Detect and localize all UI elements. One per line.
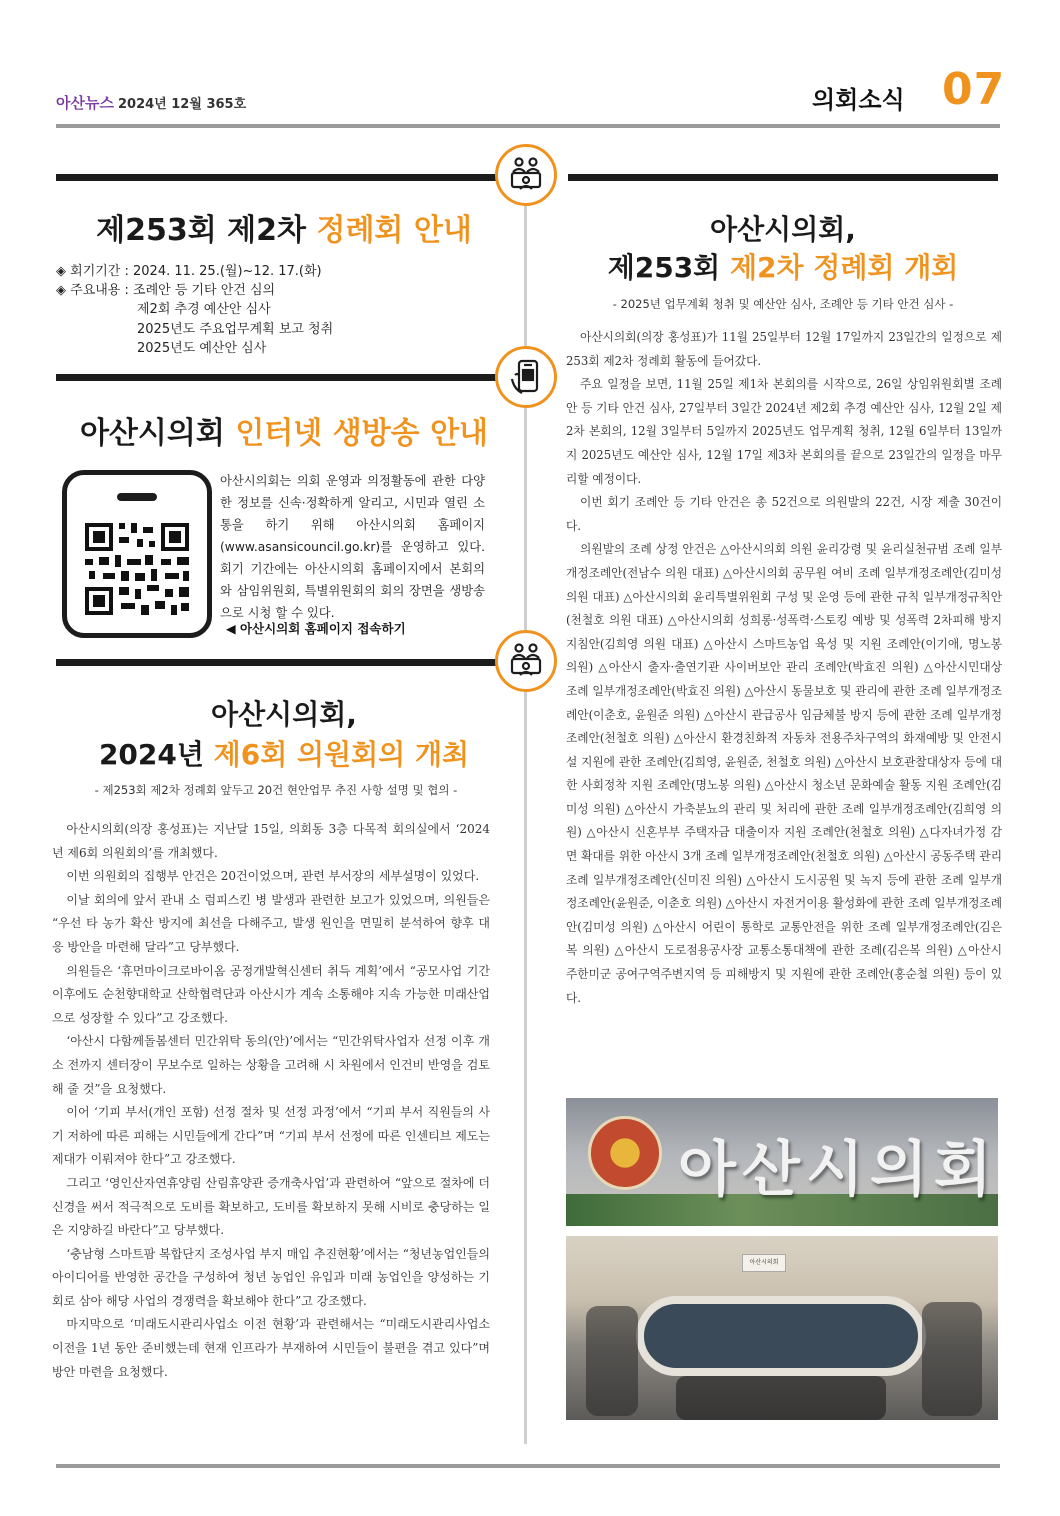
meeting-icon (495, 630, 557, 692)
session-content-item: 제2회 추경 예산안 심사 (137, 302, 271, 317)
session-period: ◈ 회기기간 : 2024. 11. 25.(월)~12. 17.(화) (56, 264, 322, 279)
article-paragraph: 이날 회의에 앞서 관내 소 럼피스킨 병 발생과 관련한 보고가 있었으며, 의원들은 “우선 타 농가 확산 방지에 최선을 다해주고, 발생 원인을 면밀히 분석하여 향후 대응 방안을 마련해 달라”고 당부했다. (52, 892, 490, 954)
article-paragraph: 주요 일정을 보면, 11월 25일 제1차 본회의를 시작으로, 26일 상임위원회별 조례안 등 기타 안건 심사, 27일부터 3일간 2024년 제2회 추경 예산안 심사, 12월 2일 제2차 본회의, 12월 3일부터 5일까지 2025년도 업무계획 청취, 12월 6일부터 13일까지 2025년도 예산안 심사, 12월 17일 제3차 본회의를 끝으로 23일간의 일정을 마무리할 예정이다. (566, 377, 1002, 486)
article-paragraph: 아산시의회(의장 홍성표)가 11월 25일부터 12월 17일까지 23일간의 일정으로 제253회 제2차 정례회 활동에 들어갔다. (566, 330, 1002, 368)
article-paragraph: 이어 ‘기피 부서(개인 포함) 선정 절차 및 선정 과정’에서 “기피 부서 직원들의 사기 저하에 따른 피해는 시민들에게 간다”며 “기피 부서 선정에 따른 인센티브 제도는 제대가 이뤄져야 한다”고 강조했다. (52, 1105, 490, 1167)
session-content-item: 2025년도 예산안 심사 (137, 341, 267, 356)
members-meeting-subtitle: - 제253회 제2차 정례회 앞두고 20건 현안업무 추진 사항 설명 및 협의 - (94, 783, 458, 797)
section-title: 의회소식 (812, 86, 905, 114)
article-paragraph: 그리고 ‘영인산자연휴양림 산림휴양관 증개축사업’과 관련하여 “앞으로 절차에 더 신경을 써서 적극적으로 도비를 확보하고, 도비를 확보하지 못해 시비로 충당하는 일은 지양하길 바란다”고 당부했다. (52, 1175, 490, 1238)
article-paragraph: 의원들은 ‘휴먼마이크로바이옴 공정개발혁신센터 취득 계획’에서 “공모사업 기간 이후에도 순천향대학교 산학협력단과 아산시가 계속 소통해야 지속 가능한 미래산업으로 성장할 수 있다”고 강조했다. (52, 963, 490, 1025)
phone-speaker (117, 493, 157, 501)
attendee-group (922, 1302, 982, 1416)
issue-label: 2024년 12월 365호 (118, 97, 247, 112)
session-content: ◈ 주요내용 : 조례안 등 기타 안건 심의 (56, 283, 276, 298)
council-sign-photo (566, 1098, 998, 1226)
live-broadcast-title: 아산시의회 인터넷 생방송 안내 (79, 416, 489, 451)
session-opening-title-line2: 제253회 제2차 정례회 개회 (607, 251, 959, 284)
council-emblem-icon (588, 1116, 662, 1190)
members-meeting-body (52, 818, 490, 1384)
article-paragraph: 이번 의원회의 집행부 안건은 20건이었으며, 관련 부서장의 세부설명이 있었다. (66, 869, 480, 884)
article-paragraph: ‘충남형 스마트팜 복합단지 조성사업 부지 매입 추진현황’에서는 “청년농업인들의 아이디어를 반영한 공간을 구성하여 청년 농업인 유입과 미래 농업인을 양성하는 기회로 삼아 해당 사업의 경쟁력을 확보해야 한다”고 강조했다. (52, 1246, 490, 1308)
phone-qr-graphic (62, 470, 212, 638)
meeting-icon (495, 144, 557, 206)
article-paragraph: ‘아산시 다함께돌봄센터 민간위탁 동의(안)’에서는 “민간위탁사업자 선정 이후 개소 전까지 센터장이 무보수로 일하는 상황을 고려해 시 차원에서 인건비 반영을 검토해 줄 것”을 요청했다. (52, 1034, 490, 1096)
session-opening-body (566, 326, 1002, 1010)
header-rule (56, 124, 1000, 128)
footer-rule (56, 1464, 1000, 1468)
attendee-group (676, 1376, 886, 1420)
session-opening-title-line1: 아산시의회, (710, 213, 856, 246)
members-meeting-title-line2: 2024년 제6회 의원회의 개최 (98, 738, 470, 771)
session-content-item: 2025년도 주요업무계획 보고 청취 (137, 322, 334, 337)
council-sign-text: 아산시의회 (678, 1135, 998, 1205)
article-paragraph: 이번 회기 조례안 등 기타 안건은 총 52건으로 의원발의 22건, 시장 제출 30건이다. (566, 495, 1002, 533)
homepage-link[interactable]: ◀ 아산시의회 홈페이지 접속하기 (226, 621, 406, 636)
live-broadcast-body: 아산시의회는 의회 운영과 의정활동에 관한 다양한 정보를 신속·정확하게 알리고, 시민과 열린 소통을 하기 위해 아산시의회 홈페이지(www.asansicouncil.go.kr)를 운영하고 있다. 회기 기간에는 아산시의회 홈페이지에서 본회의와 삼임위원회, 특별위원회의 회의 장면을 생방송으로 시청 할 수 있다. (220, 474, 485, 620)
section-rule (56, 374, 496, 381)
brand-logo: 아산뉴스 (56, 94, 114, 112)
phone-hand-icon (495, 346, 557, 408)
section-rule (56, 174, 496, 181)
regular-session-title: 제253회 제2차 정례회 안내 (96, 213, 472, 248)
page-number: 07 (942, 64, 1006, 115)
session-opening-subtitle: - 2025년 업무계획 청취 및 예산안 심사, 조례안 등 기타 안건 심사 - (612, 297, 954, 311)
section-rule (56, 659, 496, 666)
room-placard: 아산시의회 (742, 1254, 786, 1272)
attendee-group (586, 1306, 638, 1416)
article-paragraph: 마지막으로 ‘미래도시관리사업소 이전 현황’과 관련해서는 “미래도시관리사업소 이전을 1년 동안 준비했는데 현재 인프라가 부재하여 시민들이 불편을 겪고 있다”며 방안 마련을 요청했다. (52, 1317, 490, 1379)
article-paragraph: 아산시의회(의장 홍성표)는 지난달 15일, 의회동 3층 다목적 회의실에서 ‘2024년 제6회 의원회의’를 개최했다. (52, 822, 490, 860)
conference-table (636, 1296, 926, 1376)
meeting-room-photo (566, 1236, 998, 1420)
article-paragraph: 의원발의 조례 상정 안건은 △아산시의회 의원 윤리강령 및 윤리실천규범 조례 일부개정조례안(전남수 의원 대표) △아산시의회 공무원 여비 조례 일부개정조례안(김미성 의원 대표) △아산시의회 윤리특별위원회 구성 및 운영 등에 관한 규칙 일부개정규칙안(천철호 의원 대표) △아산시의회 성희롱·성폭력·스토킹 예방 및 성폭력 2차피해 방지 지침안(김희영 의원 대표) △아산시 스마트농업 육성 및 지원 조례안(이기애, 명노봉 의원) △아산시 출자·출연기관 사이버보안 관리 조례안(박효진 의원) △아산시민대상 조례 일부개정조례안(박효진 의원) △아산시 동물보호 및 관리에 관한 조례 일부개정조례안(이춘호, 윤원준 의원) △아산시 관급공사 임금체불 방지 등에 관한 조례 일부개정조례안(천철호 의원) △아산시 환경친화적 자동차 전용주차구역의 화재예방 및 안전시설 지원에 관한 조례안(김희영, 윤원준, 천철호 의원) △아산시 보호관찰대상자 등에 대한 사회정착 지원 조례안(명노봉 의원) △아산시 청소년 문화예술 활동 지원 조례안(김미성 의원) △아산시 가축분뇨의 관리 및 처리에 관한 조례 일부개정조례안(김희영 의원) △아산시 신혼부부 주택자금 대출이자 지원 조례안(천철호 의원) △다자녀가정 감면 확대를 위한 아산시 3개 조례 일부개정조례안(천철호 의원) △아산시 공동주택 관리 조례 일부개정조례안(신미진 의원) △아산시 도시공원 및 녹지 등에 관한 조례 일부개정조례안(윤원준, 이춘호 의원) △아산시 자전거이용 활성화에 관한 조례 일부개정조례안(김미성 의원) △아산시 어린이 통학로 교통안전을 위한 조례 일부개정조례안(김은복 의원) △아산시 도로점용공사장 교통소통대책에 관한 조례(김은복 의원) △아산시 주한미군 공여구역주변지역 등 피해방지 및 지원에 관한 조례안(홍순철 의원) 등이 있다. (566, 542, 1002, 1005)
members-meeting-title-line1: 아산시의회, (211, 698, 357, 731)
section-rule (568, 174, 998, 181)
qr-code-icon[interactable] (79, 519, 195, 619)
